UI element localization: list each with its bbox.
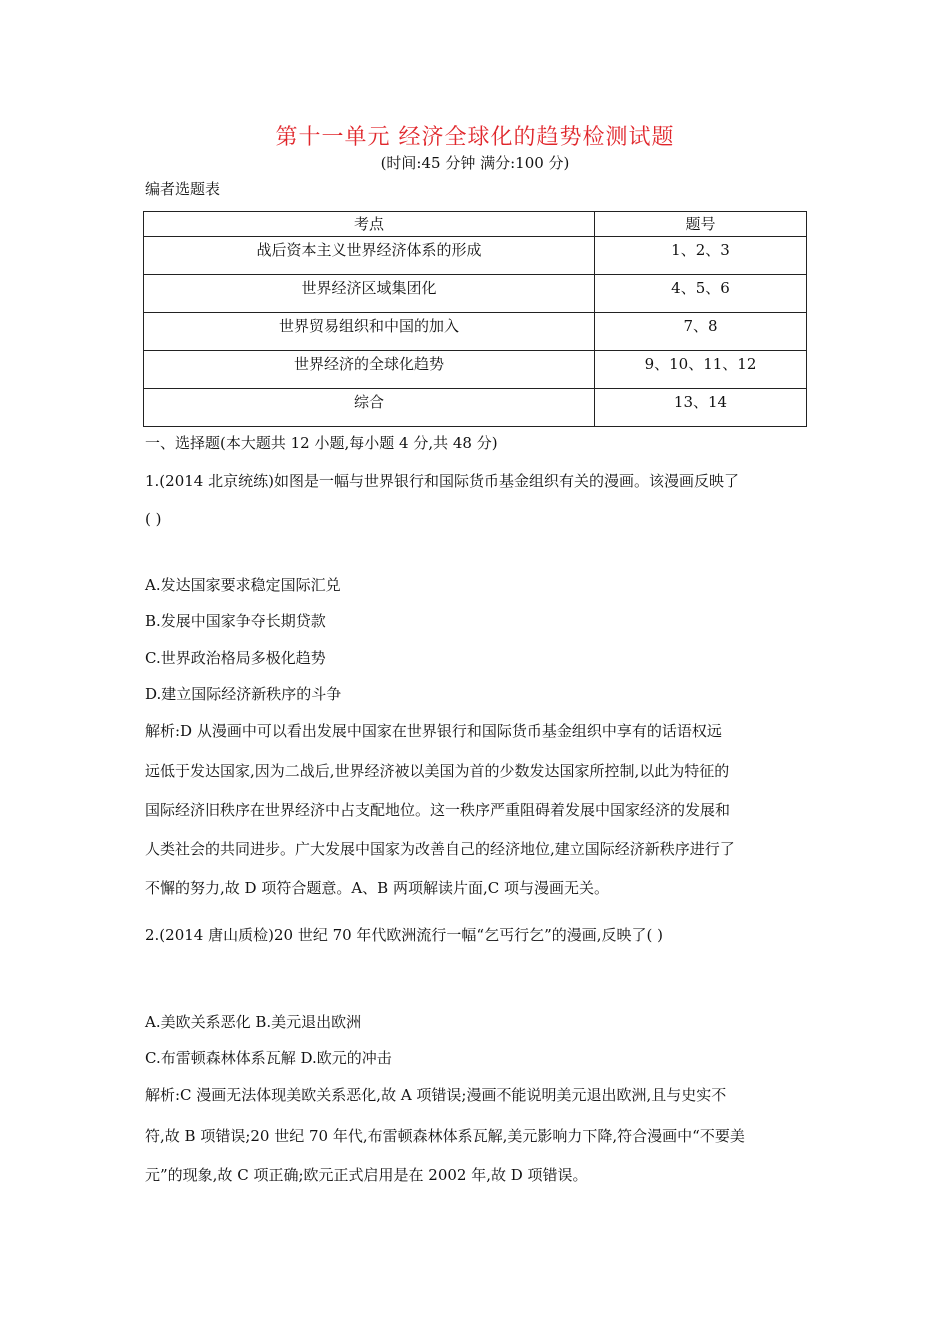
question-1-stem: 1.(2014 北京统练)如图是一幅与世界银行和国际货币基金组织有关的漫画。该漫画反映了: [145, 472, 739, 490]
question-1-analysis-line: 不懈的努力,故 D 项符合题意。A、B 两项解读片面,C 项与漫画无关。: [145, 879, 609, 897]
question-1-analysis-line: 国际经济旧秩序在世界经济中占支配地位。这一秩序严重阻碍着发展中国家经济的发展和: [145, 801, 731, 819]
topic-table: [143, 211, 807, 427]
table-header-row: [144, 212, 807, 237]
question-1-option-b: B.发展中国家争夺长期贷款: [145, 612, 326, 630]
question-1-option-d: D.建立国际经济新秩序的斗争: [145, 685, 342, 703]
topic-cell: 世界贸易组织和中国的加入: [144, 313, 595, 351]
document-title: 第十一单元 经济全球化的趋势检测试题: [275, 125, 675, 150]
table-row: [144, 351, 807, 389]
exam-time-score: (时间:45 分钟 满分:100 分): [380, 154, 570, 172]
question-2-analysis-line: 元”的现象,故 C 项正确;欧元正式启用是在 2002 年,故 D 项错误。: [145, 1166, 588, 1184]
topic-cell: 世界经济区域集团化: [144, 275, 595, 313]
question-1-analysis-line: 人类社会的共同进步。广大发展中国家为改善自己的经济地位,建立国际经济新秩序进行了: [145, 840, 735, 858]
question-1-analysis-line: 远低于发达国家,因为二战后,世界经济被以美国为首的少数发达国家所控制,以此为特征的: [145, 762, 730, 780]
table-row: [144, 237, 807, 275]
topic-cell: 战后资本主义世界经济体系的形成: [144, 237, 595, 275]
question-2-stem: 2.(2014 唐山质检)20 世纪 70 年代欧洲流行一幅“乞丐行乞”的漫画,反映了( ): [145, 926, 664, 944]
question-1-option-c: C.世界政治格局多极化趋势: [145, 649, 326, 667]
topic-cell: 综合: [144, 389, 595, 427]
question-2-analysis-line: 符,故 B 项错误;20 世纪 70 年代,布雷顿森林体系瓦解,美元影响力下降,符合漫画中“不要美: [145, 1127, 745, 1145]
question-2-options-ab: A.美欧关系恶化 B.美元退出欧洲: [145, 1013, 362, 1031]
question-number-cell: 9、10、11、12: [595, 351, 807, 389]
topic-cell: 世界经济的全球化趋势: [144, 351, 595, 389]
question-number-cell: 13、14: [595, 389, 807, 427]
question-2-options-cd: C.布雷顿森林体系瓦解 D.欧元的冲击: [145, 1049, 392, 1067]
section-heading: 一、选择题(本大题共 12 小题,每小题 4 分,共 48 分): [145, 434, 498, 452]
question-2-analysis-line: 解析:C 漫画无法体现美欧关系恶化,故 A 项错误;漫画不能说明美元退出欧洲,且与史实不: [145, 1086, 727, 1104]
question-1-bracket: ( ): [145, 510, 162, 528]
header-question-number: 题号: [595, 212, 807, 237]
table-caption: 编者选题表: [145, 180, 221, 198]
question-number-cell: 1、2、3: [595, 237, 807, 275]
table-row: [144, 275, 807, 313]
table-row: [144, 389, 807, 427]
header-topic: 考点: [144, 212, 595, 237]
question-1-option-a: A.发达国家要求稳定国际汇兑: [145, 576, 341, 594]
question-number-cell: 7、8: [595, 313, 807, 351]
question-1-analysis-line: 解析:D 从漫画中可以看出发展中国家在世界银行和国际货币基金组织中享有的话语权远: [145, 722, 722, 740]
question-number-cell: 4、5、6: [595, 275, 807, 313]
table-row: [144, 313, 807, 351]
